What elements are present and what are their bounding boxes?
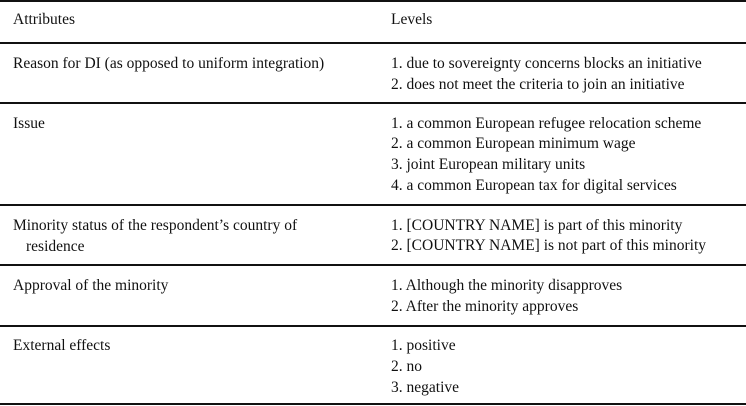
attribute-cell: Reason for DI (as opposed to uniform integration) xyxy=(13,55,325,72)
level-item: 1. [COUNTRY NAME] is part of this minority xyxy=(391,217,683,234)
header-rule xyxy=(0,42,746,44)
level-item: 2. a common European minimum wage xyxy=(391,135,636,152)
row-divider xyxy=(0,204,746,206)
attribute-cell: Approval of the minority xyxy=(13,277,169,294)
level-item: 1. Although the minority disapproves xyxy=(391,277,623,294)
row-divider xyxy=(0,264,746,266)
level-item: 2. After the minority approves xyxy=(391,298,579,315)
level-item: 4. a common European tax for digital services xyxy=(391,177,677,194)
level-item: 2. no xyxy=(391,358,422,375)
top-rule xyxy=(0,0,746,2)
attribute-cell: External effects xyxy=(13,337,111,354)
level-item: 3. joint European military units xyxy=(391,156,586,173)
level-item: 1. positive xyxy=(391,337,456,354)
level-item: 2. does not meet the criteria to join an initiative xyxy=(391,76,685,93)
level-item: 1. a common European refugee relocation scheme xyxy=(391,115,702,132)
row-divider xyxy=(0,325,746,327)
level-item: 1. due to sovereignty concerns blocks an initiative xyxy=(391,55,702,72)
header-levels: Levels xyxy=(391,11,433,28)
level-item: 2. [COUNTRY NAME] is not part of this minority xyxy=(391,237,707,254)
level-item: 3. negative xyxy=(391,379,460,396)
bottom-rule xyxy=(0,403,746,405)
attribute-cell: Issue xyxy=(13,115,45,132)
header-attributes: Attributes xyxy=(13,11,75,28)
row-divider xyxy=(0,102,746,104)
attribute-cell: Minority status of the respondent’s country of residence xyxy=(13,217,298,255)
